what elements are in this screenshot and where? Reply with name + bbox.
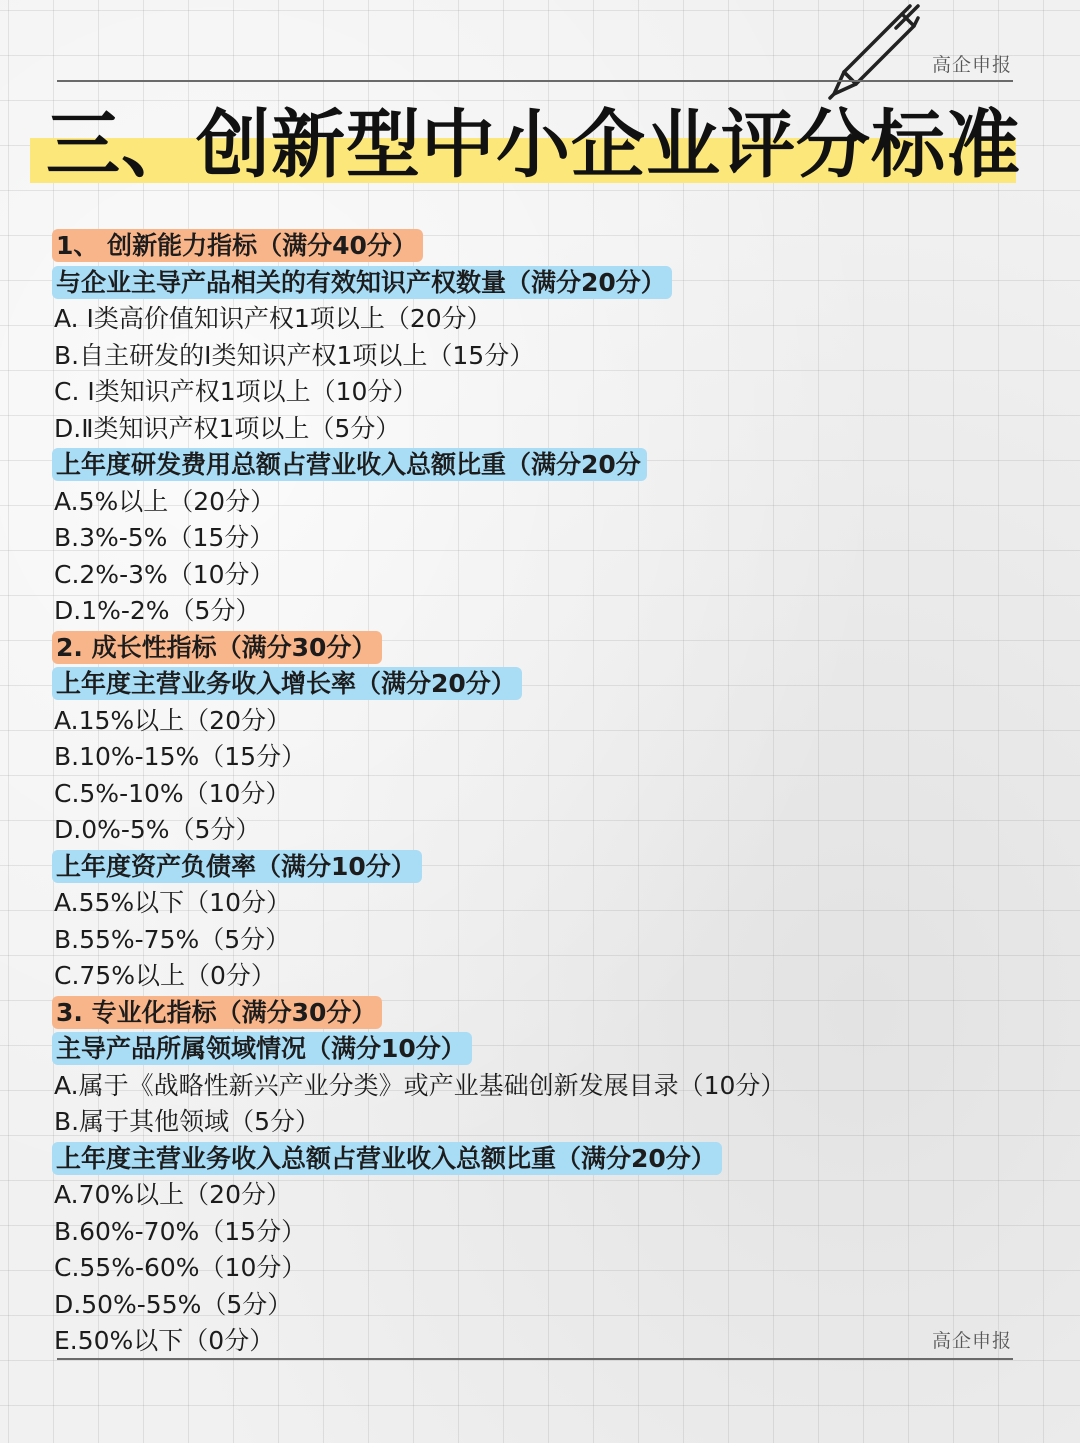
option-item-row (52, 301, 992, 338)
criteria-list (52, 228, 992, 1360)
option-item-row (52, 812, 992, 849)
title-block (0, 100, 1080, 190)
option-item-row (52, 1104, 992, 1141)
option-item-row (52, 411, 992, 448)
subsection-heading-row (52, 1141, 992, 1178)
section-heading-row (52, 630, 992, 667)
brand-label-bottom: 高企申报 (931, 1330, 1012, 1352)
option-item-row (52, 739, 992, 776)
subsection-heading: 上年度资产负债率（满分10分） (52, 850, 422, 883)
subsection-heading-row (52, 1031, 992, 1068)
option-item-row (52, 1068, 992, 1105)
option-item-row (52, 1250, 992, 1287)
section-heading: 1、 创新能力指标（满分40分） (52, 229, 423, 262)
option-item-row (52, 1323, 992, 1360)
option-item-row (52, 958, 992, 995)
option-item: E.50%以下（0分） (54, 1326, 275, 1355)
option-item: B.10%-15%（15分） (54, 742, 307, 771)
option-item-row (52, 484, 992, 521)
option-item-row (52, 1177, 992, 1214)
option-item-row (52, 1287, 992, 1324)
top-divider (57, 80, 1013, 82)
subsection-heading-row (52, 849, 992, 886)
option-item: B.3%-5%（15分） (54, 523, 275, 552)
page-title: 三、创新型中小企业评分标准 (46, 102, 1021, 188)
option-item-row (52, 338, 992, 375)
section-heading: 2. 成长性指标（满分30分） (52, 631, 382, 664)
option-item: D.0%-5%（5分） (54, 815, 261, 844)
section-heading-row (52, 228, 992, 265)
option-item: C.2%-3%（10分） (54, 559, 275, 589)
option-item: B.属于其他领域（5分） (54, 1107, 321, 1136)
option-item: C.55%-60%（10分） (54, 1253, 307, 1282)
brand-label-top: 高企申报 (931, 54, 1012, 76)
option-item: A.15%以上（20分） (54, 705, 291, 735)
option-item: B.60%-70%（15分） (54, 1216, 307, 1246)
option-item-row (52, 520, 992, 557)
bottom-divider (57, 1358, 1013, 1360)
subsection-heading: 上年度主营业务收入总额占营业收入总额比重（满分20分） (52, 1142, 722, 1175)
option-item: D.1%-2%（5分） (54, 596, 261, 625)
option-item: A.70%以上（20分） (54, 1180, 291, 1209)
option-item-row (52, 776, 992, 813)
subsection-heading-row (52, 447, 992, 484)
option-item-row (52, 593, 992, 630)
subsection-heading: 上年度主营业务收入增长率（满分20分） (52, 667, 522, 700)
option-item: A.55%以下（10分） (54, 888, 291, 917)
option-item-row (52, 703, 992, 740)
option-item: D.Ⅱ类知识产权1项以上（5分） (54, 413, 401, 443)
option-item-row (52, 922, 992, 959)
option-item: B.自主研发的Ⅰ类知识产权1项以上（15分） (54, 340, 535, 370)
subsection-heading-row (52, 265, 992, 302)
subsection-heading-row (52, 666, 992, 703)
option-item: A.5%以上（20分） (54, 486, 276, 516)
pen-icon (822, 2, 932, 102)
option-item: B.55%-75%（5分） (54, 924, 291, 954)
option-item: C. Ⅰ类知识产权1项以上（10分） (54, 377, 418, 406)
option-item-row (52, 374, 992, 411)
option-item-row (52, 1214, 992, 1251)
option-item-row (52, 557, 992, 594)
subsection-heading: 主导产品所属领域情况（满分10分） (52, 1032, 472, 1065)
subsection-heading: 与企业主导产品相关的有效知识产权数量（满分20分） (52, 266, 672, 299)
option-item: C.75%以上（0分） (54, 961, 276, 990)
option-item: C.5%-10%（10分） (54, 778, 291, 808)
subsection-heading: 上年度研发费用总额占营业收入总额比重（满分20分 (52, 448, 647, 481)
option-item: D.50%-55%（5分） (54, 1289, 293, 1319)
option-item: A. Ⅰ类高价值知识产权1项以上（20分） (54, 304, 492, 333)
section-heading-row (52, 995, 992, 1032)
option-item-row (52, 885, 992, 922)
option-item: A.属于《战略性新兴产业分类》或产业基础创新发展目录（10分） (54, 1070, 786, 1100)
section-heading: 3. 专业化指标（满分30分） (52, 996, 382, 1029)
